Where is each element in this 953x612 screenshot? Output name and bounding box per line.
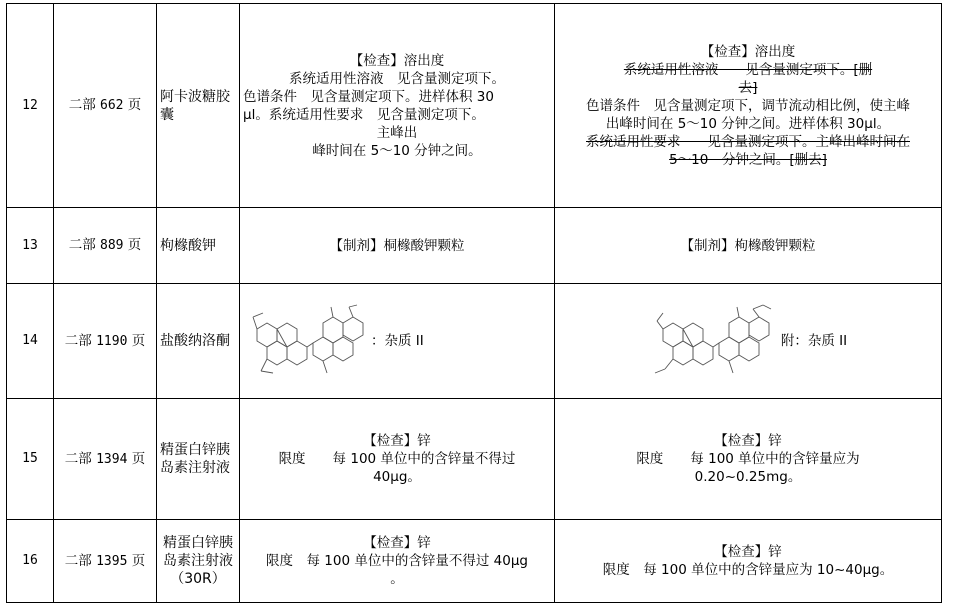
revised-text-cell [555, 520, 942, 603]
revised-text-cell [555, 208, 942, 284]
drug-name: 枸橼酸钾 [157, 208, 240, 284]
page-unit: 页 [127, 97, 142, 113]
structure-caption: ：杂质 II [371, 333, 424, 349]
original-text-cell [240, 208, 555, 284]
original-line: 。 [390, 571, 404, 587]
page-reference [54, 208, 157, 284]
drug-name: 阿卡波糖胶囊 [157, 4, 240, 208]
page-number: 1394 [96, 451, 128, 467]
revised-line-deleted: 系统适用性要求 见含量测定项下。主峰出峰时间在 [586, 133, 910, 150]
table-row [7, 399, 942, 520]
page-unit: 页 [131, 450, 146, 467]
revised-text-cell [555, 4, 942, 208]
original-line: μl。系统适用性要求 见含量测定项下。 [243, 106, 485, 123]
drug-name: 精蛋白锌胰岛素注射液 [157, 399, 240, 520]
page-volume: 二部 [64, 552, 92, 569]
row-number: 12 [7, 4, 54, 208]
revised-text-cell [555, 284, 942, 399]
chemical-structure-image [649, 303, 773, 379]
row-number: 13 [7, 208, 54, 284]
page-volume: 二部 [68, 237, 96, 253]
page-reference [54, 4, 157, 208]
revised-line: 出峰时间在 5～10 分钟之间。进样体积 30μl。 [605, 115, 891, 132]
table-row [7, 520, 942, 603]
page-volume: 二部 [64, 450, 92, 467]
table-row [7, 4, 942, 208]
revised-text-cell [555, 399, 942, 520]
page-volume: 二部 [64, 332, 92, 349]
original-line: 40μg。 [373, 469, 421, 485]
revised-line: 【检查】锌 [714, 433, 782, 449]
page-volume: 二部 [68, 97, 96, 113]
original-line: 【检查】锌 [363, 535, 431, 551]
original-text-cell [240, 399, 555, 520]
page-number: 1190 [96, 333, 128, 349]
revised-line: 限度 每 100 单位中的含锌量应为 [636, 451, 860, 467]
page-number: 889 [100, 238, 124, 253]
revised-line: 【制剂】枸橼酸钾颗粒 [680, 237, 816, 254]
original-text-cell [240, 520, 555, 603]
original-line: 系统适用性溶液 见含量测定项下。 [289, 70, 505, 87]
page-unit: 页 [131, 552, 146, 569]
original-line: 限度 每 100 单位中的含锌量不得过 [278, 451, 516, 467]
row-number: 15 [7, 399, 54, 520]
page-reference [54, 520, 157, 603]
original-text-cell [240, 4, 555, 208]
original-line: 主峰出 [376, 124, 418, 141]
revised-line: 限度 每 100 单位中的含锌量应为 10~40μg。 [602, 562, 894, 578]
revised-line-deleted: 去] [738, 79, 758, 96]
chemical-structure-image [243, 303, 367, 379]
revision-table [6, 3, 942, 603]
row-number: 14 [7, 284, 54, 399]
original-line: 【检查】溶出度 [349, 52, 445, 69]
table-row [7, 208, 942, 284]
original-line: 【制剂】桐橼酸钾颗粒 [329, 237, 465, 254]
page-unit: 页 [127, 237, 142, 253]
page-number: 1395 [96, 553, 128, 569]
revised-line: 色谱条件 见含量测定项下，调节流动相比例，使主峰 [586, 97, 910, 114]
page-number: 662 [100, 98, 124, 113]
drug-name: 精蛋白锌胰岛素注射液（30R） [157, 520, 240, 603]
row-number: 16 [7, 520, 54, 603]
original-line: 峰时间在 5～10 分钟之间。 [312, 142, 482, 159]
revised-line: 【检查】溶出度 [700, 43, 796, 60]
drug-name: 盐酸纳洛酮 [157, 284, 240, 399]
original-line: 限度 每 100 单位中的含锌量不得过 40μg [266, 553, 528, 569]
page-reference [54, 284, 157, 399]
structure-caption: 附：杂质 II [780, 333, 848, 349]
revised-line: 【检查】锌 [714, 544, 782, 560]
revised-line-deleted: 5～10 分钟之间。[删去] [669, 151, 827, 168]
revised-line: 0.20~0.25mg。 [694, 469, 802, 485]
original-line: 【检查】锌 [363, 433, 431, 449]
original-text-cell [240, 284, 555, 399]
original-line: 色谱条件 见含量测定项下。进样体积 30 [243, 88, 494, 105]
table-row [7, 284, 942, 399]
page-reference [54, 399, 157, 520]
revised-line-deleted: 系统适用性溶液 见含量测定项下。[删 [623, 61, 873, 78]
page-unit: 页 [131, 332, 146, 349]
